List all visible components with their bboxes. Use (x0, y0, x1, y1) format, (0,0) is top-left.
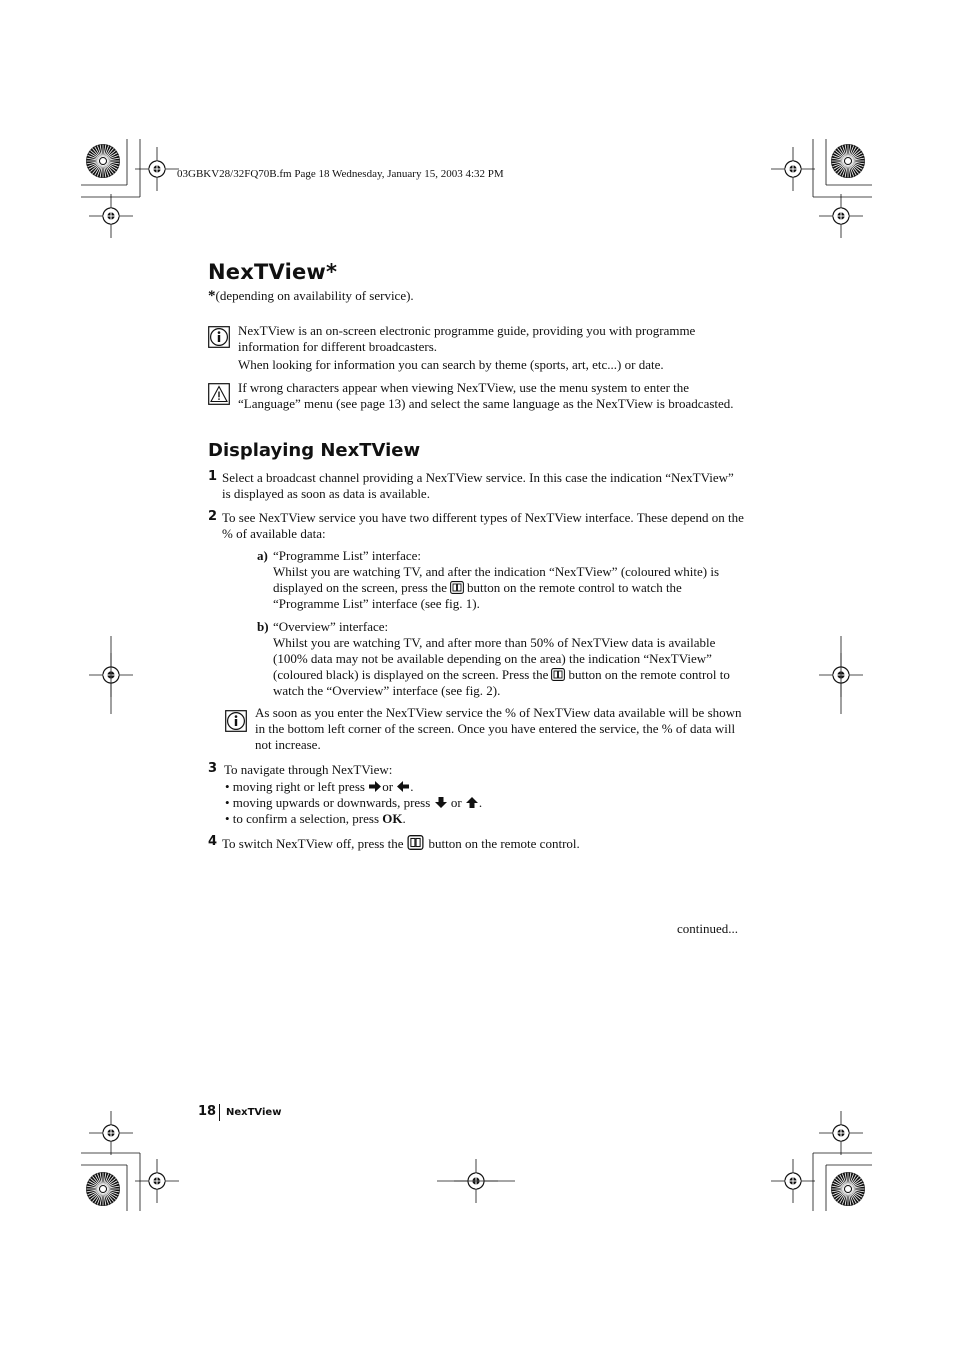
continued-label: continued... (677, 921, 739, 936)
note-warning (208, 383, 230, 410)
step-3-bullet-2-end: . (478, 795, 483, 810)
step-3-bullet-3-text: • to confirm a selection, press (225, 811, 380, 826)
step-3-bullet-1-text: • moving right or left press (225, 779, 365, 794)
step-2-number: 2 (208, 509, 218, 524)
footer-separator (219, 1104, 220, 1121)
step-2b-title: “Overview” interface: (273, 619, 389, 634)
registration-crosshair-icon (135, 147, 179, 191)
step-2b-body (273, 635, 745, 699)
ok-key-label: OK (382, 811, 403, 826)
step-2-text: To see NexTView service you have two different types of NexTView interface. These depend on the % of available data: (222, 510, 744, 541)
note-info-2-text: As soon as you enter the NexTView service the % of NexTView data available will be shown in the bottom left corner of the screen. Once you have entered the service, the % of data will not increase. (255, 705, 742, 752)
step-3-bullet-1-end: . (410, 779, 414, 794)
step-3-number: 3 (208, 761, 218, 776)
registration-crosshair-icon (89, 1111, 133, 1155)
starburst-target-icon (86, 144, 120, 178)
step-3-bullet-3-end: . (402, 811, 406, 826)
step-1-number: 1 (208, 469, 218, 484)
step-2b-block (273, 619, 745, 699)
step-4-text-after: button on the remote control. (428, 836, 580, 851)
step-2a-label: a) (257, 548, 268, 563)
guide-button-icon (450, 581, 464, 594)
step-3-bullet-1 (224, 779, 744, 795)
footer-section-label: NexTView (226, 1107, 282, 1118)
step-2b-body-before: Whilst you are watching TV, and after more than 50% of NexTView data is available (100% data may not be available depending on the area) the indication “NexTView” (coloured black) is displayed on the screen. Press the (273, 635, 716, 682)
step-4-number: 4 (208, 834, 218, 849)
footnote-text: (depending on availability of service). (215, 288, 414, 303)
note-info-1 (208, 326, 230, 353)
step-2a-body-before: Whilst you are watching TV, and after the indication “NexTView” (coloured white) is displayed on the screen, press the (273, 564, 720, 595)
starburst-target-icon (831, 1172, 865, 1206)
section-heading: Displaying NexTView (208, 440, 421, 461)
arrow-up-icon (466, 797, 478, 808)
note-info-1-line2: When looking for information you can search by theme (sports, art, etc...) or date. (238, 357, 664, 372)
note-info-1-text (238, 323, 743, 373)
page-title: NexTView* (208, 260, 338, 284)
registration-crosshair-icon (819, 194, 863, 238)
registration-crosshair-icon (771, 147, 815, 191)
registration-crosshair-icon (89, 194, 133, 238)
guide-button-icon (551, 668, 565, 681)
step-1-text: Select a broadcast channel providing a NexTView service. In this case the indication “NexTView” is displayed as soon as data is available. (222, 470, 734, 501)
arrow-down-icon (435, 797, 447, 808)
arrow-left-icon (397, 781, 409, 792)
page-number: 18 (198, 1104, 217, 1119)
warning-icon (208, 383, 230, 405)
step-2a-title: “Programme List” interface: (273, 548, 421, 563)
footnote-asterisk: * (208, 288, 216, 304)
step-3-bullet-1-or: or (382, 779, 394, 794)
step-3-bullet-2-text: • moving upwards or downwards, press (225, 795, 431, 810)
step-3-bullet-3 (224, 811, 744, 827)
registration-crosshair-icon (819, 1111, 863, 1155)
registration-crosshair-icon (135, 1159, 179, 1203)
step-3-bullet-2-or: or (450, 795, 462, 810)
step-2b-body-after: button on the remote control to watch the “Overview” interface (see fig. 2). (273, 667, 730, 698)
step-2b-label: b) (257, 619, 269, 634)
info-icon (208, 326, 230, 348)
step-4-text (222, 835, 742, 852)
note-info-1-line1: NexTView is an on-screen electronic programme guide, providing you with programme information for different broadcasters. (238, 323, 696, 354)
step-3-block (224, 762, 744, 827)
footnote (208, 288, 414, 304)
file-header-line: 03GBKV28/32FQ70B.fm Page 18 Wednesday, January 15, 2003 4:32 PM (177, 168, 504, 180)
guide-button-icon (407, 835, 424, 850)
step-2a-block (273, 548, 745, 612)
note-info-2 (225, 710, 247, 737)
registration-crosshair-icon (771, 1159, 815, 1203)
step-4-text-before: To switch NexTView off, press the (222, 836, 404, 851)
step-3-bullet-2 (224, 795, 744, 811)
step-2a-body (273, 564, 745, 612)
starburst-target-icon (831, 144, 865, 178)
arrow-right-icon (369, 781, 381, 792)
info-icon (225, 710, 247, 732)
step-2a-body-after: button on the remote control to watch the “Programme List” interface (see fig. 1). (273, 580, 682, 611)
starburst-target-icon (86, 1172, 120, 1206)
note-warning-text: If wrong characters appear when viewing NexTView, use the menu system to enter the “Language” menu (see page 13) and select the same language as the NexTView is broadcasted. (238, 380, 734, 411)
step-3-intro: To navigate through NexTView: (224, 762, 393, 777)
